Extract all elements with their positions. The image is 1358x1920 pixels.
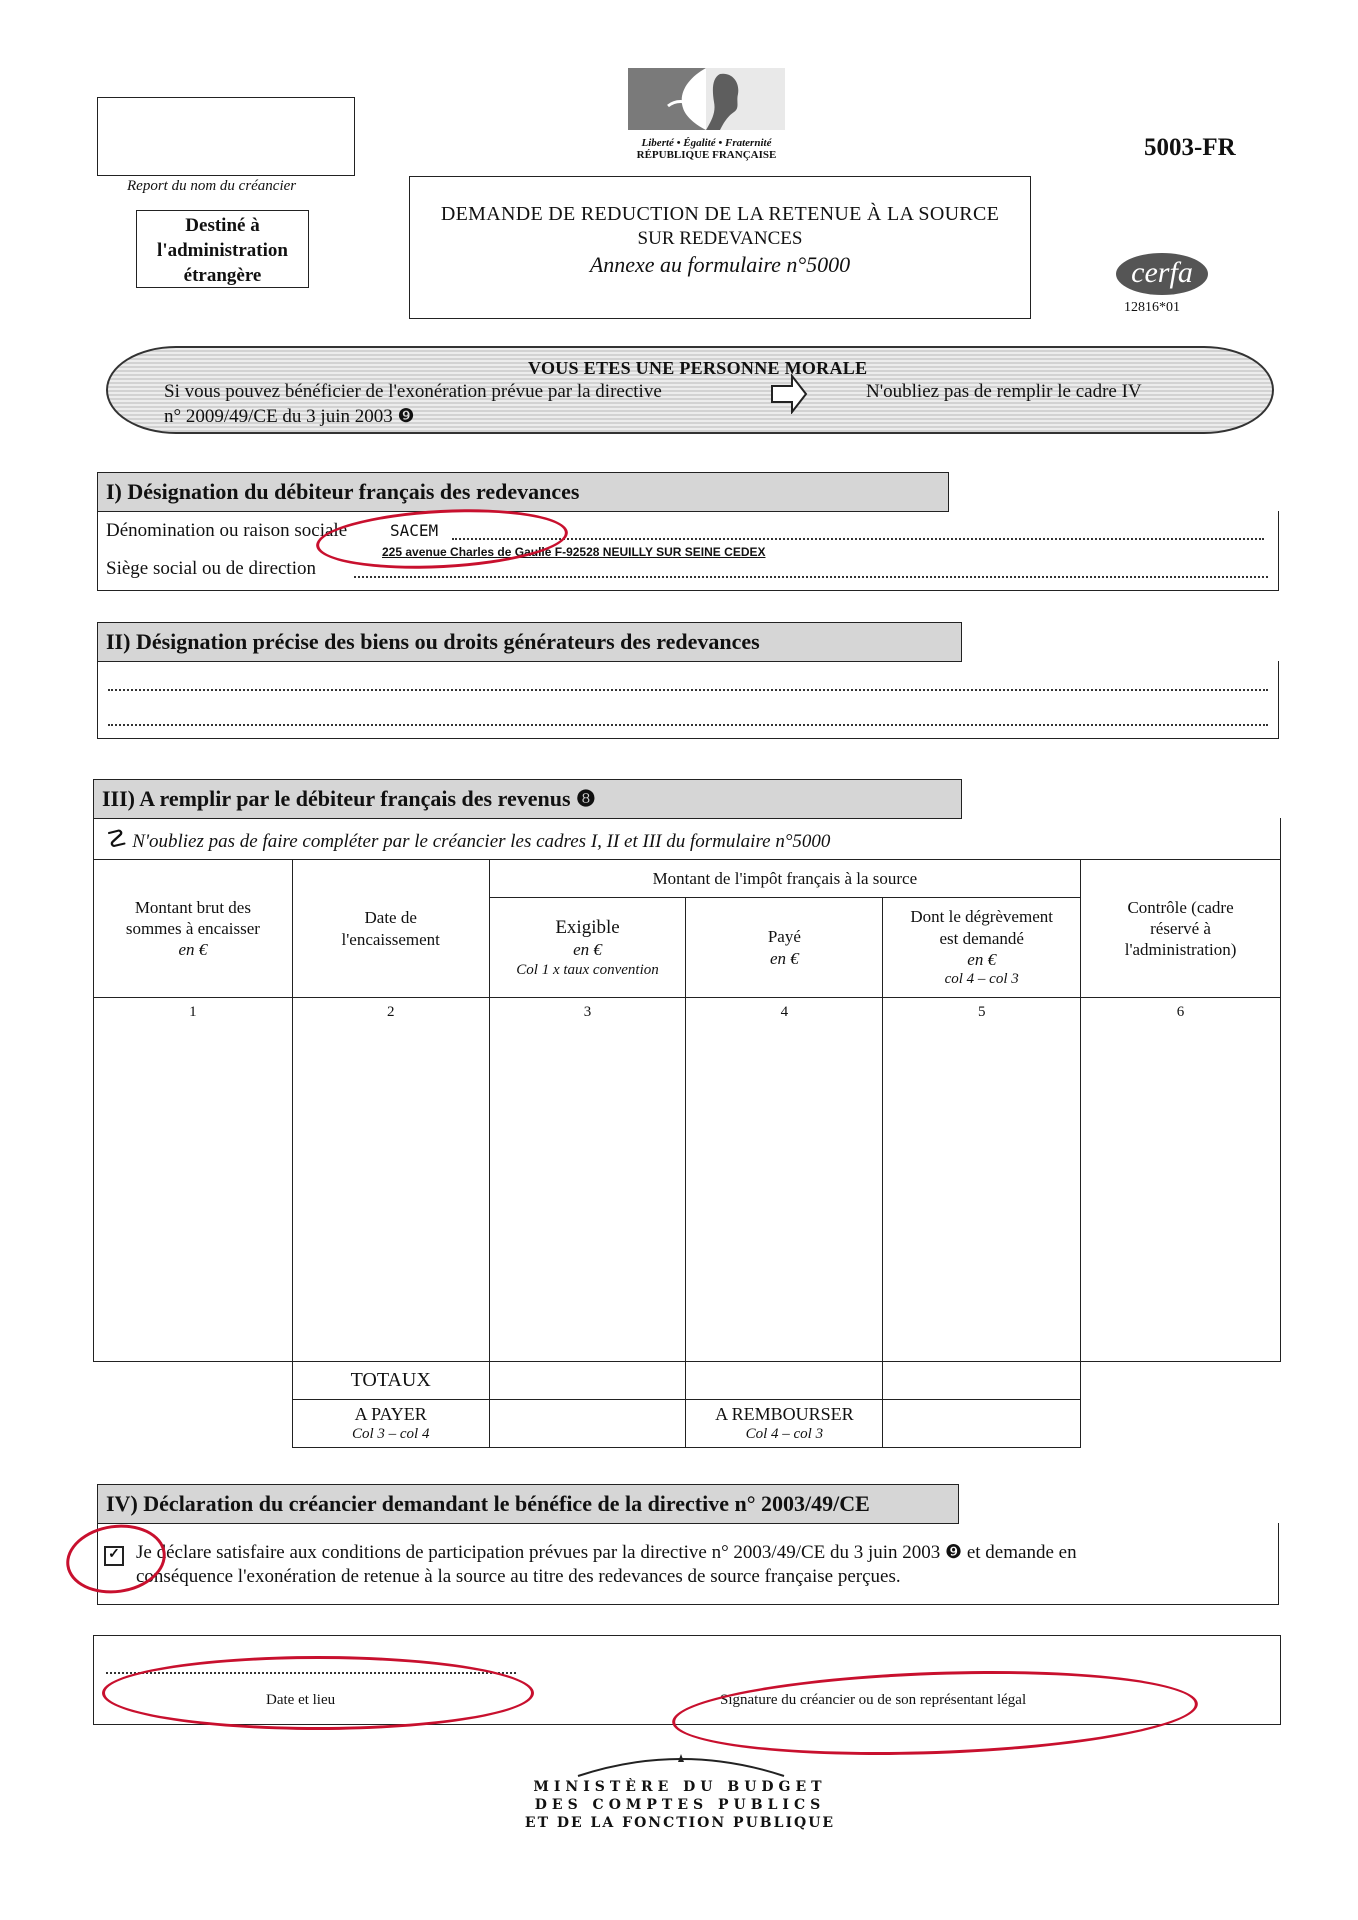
creditor-name-caption: Report du nom du créancier [127, 178, 297, 194]
to-pay-label: A PAYER Col 3 – col 4 [292, 1400, 489, 1448]
ministry-arc-icon [574, 1748, 788, 1778]
declaration-line2: conséquence l'exonération de retenue à la source au titre des redevances de source française perçues. [136, 1566, 901, 1587]
total-col3[interactable] [489, 1362, 686, 1400]
section3-note: N'oubliez pas de faire compléter par le créancier les cadres I, II et III du formulaire n°5000 [132, 831, 831, 852]
banner-right-text: N'oubliez pas de remplir le cadre IV [866, 381, 1142, 402]
cerfa-label: cerfa [1131, 256, 1193, 289]
col3-cell[interactable]: 3 [489, 998, 686, 1362]
banner-title: VOUS ETES UNE PERSONNE MORALE [528, 358, 868, 378]
section2-dotted-line [108, 724, 1268, 726]
hand-icon: ☡ [106, 827, 128, 853]
col2-header: Date de l'encaissement [292, 860, 489, 998]
col4-cell[interactable]: 4 [686, 998, 883, 1362]
banner-line1: Si vous pouvez bénéficier de l'exonération prévue par la directive [164, 381, 662, 402]
banner-line2: n° 2009/49/CE du 3 juin 2003 ❾ [164, 406, 415, 427]
col1-header: Montant brut des sommes à encaisser en € [94, 860, 293, 998]
refund-label: A REMBOURSER Col 4 – col 3 [686, 1400, 883, 1448]
company-name-label: Dénomination ou raison sociale [106, 520, 348, 541]
company-address-value[interactable]: 225 avenue Charles de Gaulle F-92528 NEUILLY SUR SEINE CEDEX [382, 545, 766, 559]
section1-heading: I) Désignation du débiteur français des redevances [97, 472, 949, 512]
total-col5[interactable] [883, 1362, 1081, 1400]
section2-heading: II) Désignation précise des biens ou droits générateurs des redevances [97, 622, 962, 662]
form-title-line1: DEMANDE DE REDUCTION DE LA RETENUE À LA SOURCE [440, 203, 1000, 225]
section3-heading: III) A remplir par le débiteur français des revenus ❽ [93, 779, 962, 819]
totals-label: TOTAUX [292, 1362, 489, 1400]
cerfa-number: 12816*01 [1124, 300, 1180, 315]
refund-value[interactable] [883, 1400, 1081, 1448]
marianne-logo-icon [628, 68, 785, 130]
col1-cell[interactable]: 1 [94, 998, 293, 1362]
declaration-line1: Je déclare satisfaire aux conditions de participation prévues par la directive n° 2003/49/CE du 3 juin 2003 ❾ et demande en [136, 1542, 1077, 1563]
to-pay-value[interactable] [489, 1400, 686, 1448]
date-label: Date et lieu [266, 1692, 336, 1708]
company-name-dotted-line [452, 538, 1264, 540]
form-title-line3: Annexe au formulaire n°5000 [589, 252, 851, 277]
form-title-box [409, 176, 1031, 319]
seat-label: Siège social ou de direction [106, 558, 316, 579]
company-name-value[interactable]: SACEM [390, 521, 439, 540]
section2-dotted-line [108, 689, 1268, 691]
ministry-block [480, 1778, 880, 1832]
section2-box[interactable] [97, 661, 1279, 739]
tax-group-header: Montant de l'impôt français à la source [489, 860, 1080, 898]
col5-cell[interactable]: 5 [883, 998, 1081, 1362]
section4-box [97, 1523, 1279, 1605]
seat-dotted-line [354, 576, 1268, 578]
creditor-name-box[interactable] [97, 97, 355, 176]
total-col4[interactable] [686, 1362, 883, 1400]
destination-line: étrangère [183, 265, 262, 286]
destination-box [136, 210, 309, 288]
form-code: 5003-FR [1144, 134, 1236, 161]
col3-header: Exigible en € Col 1 x taux convention [489, 898, 686, 998]
ministry-line1: MINISTÈRE DU BUDGET [533, 1779, 827, 1795]
section3-note-box [93, 818, 1281, 860]
revenue-table [93, 859, 1281, 1448]
destination-line: Destiné à [185, 215, 260, 236]
col2-cell[interactable]: 2 [292, 998, 489, 1362]
form-title-line2: SUR REDEVANCES [637, 228, 803, 249]
republic-logo [628, 68, 785, 164]
destination-line: l'administration [157, 240, 288, 261]
cerfa-logo [1116, 253, 1208, 295]
col6-cell[interactable]: 6 [1081, 998, 1281, 1362]
signature-label: Signature du créancier ou de son représentant légal [720, 1692, 1027, 1708]
ministry-line3: ET DE LA FONCTION PUBLIQUE [524, 1815, 836, 1831]
section4-heading: IV) Déclaration du créancier demandant le bénéfice de la directive n° 2003/49/CE [97, 1484, 959, 1524]
col4-header: Payé en € [686, 898, 883, 998]
date-highlight-ellipse [102, 1656, 534, 1730]
arrow-right-icon [770, 374, 808, 414]
logo-republic: RÉPUBLIQUE FRANÇAISE [636, 149, 777, 161]
consent-checkbox[interactable]: ✓ [104, 1546, 124, 1566]
logo-motto: Liberté • Égalité • Fraternité [641, 137, 772, 149]
ministry-line2: DES COMPTES PUBLICS [534, 1797, 826, 1813]
col5-header: Dont le dégrèvement est demandé en € col 4 – col 3 [883, 898, 1081, 998]
legal-entity-banner [106, 346, 1274, 434]
col6-header: Contrôle (cadre réservé à l'administration) [1081, 860, 1281, 998]
